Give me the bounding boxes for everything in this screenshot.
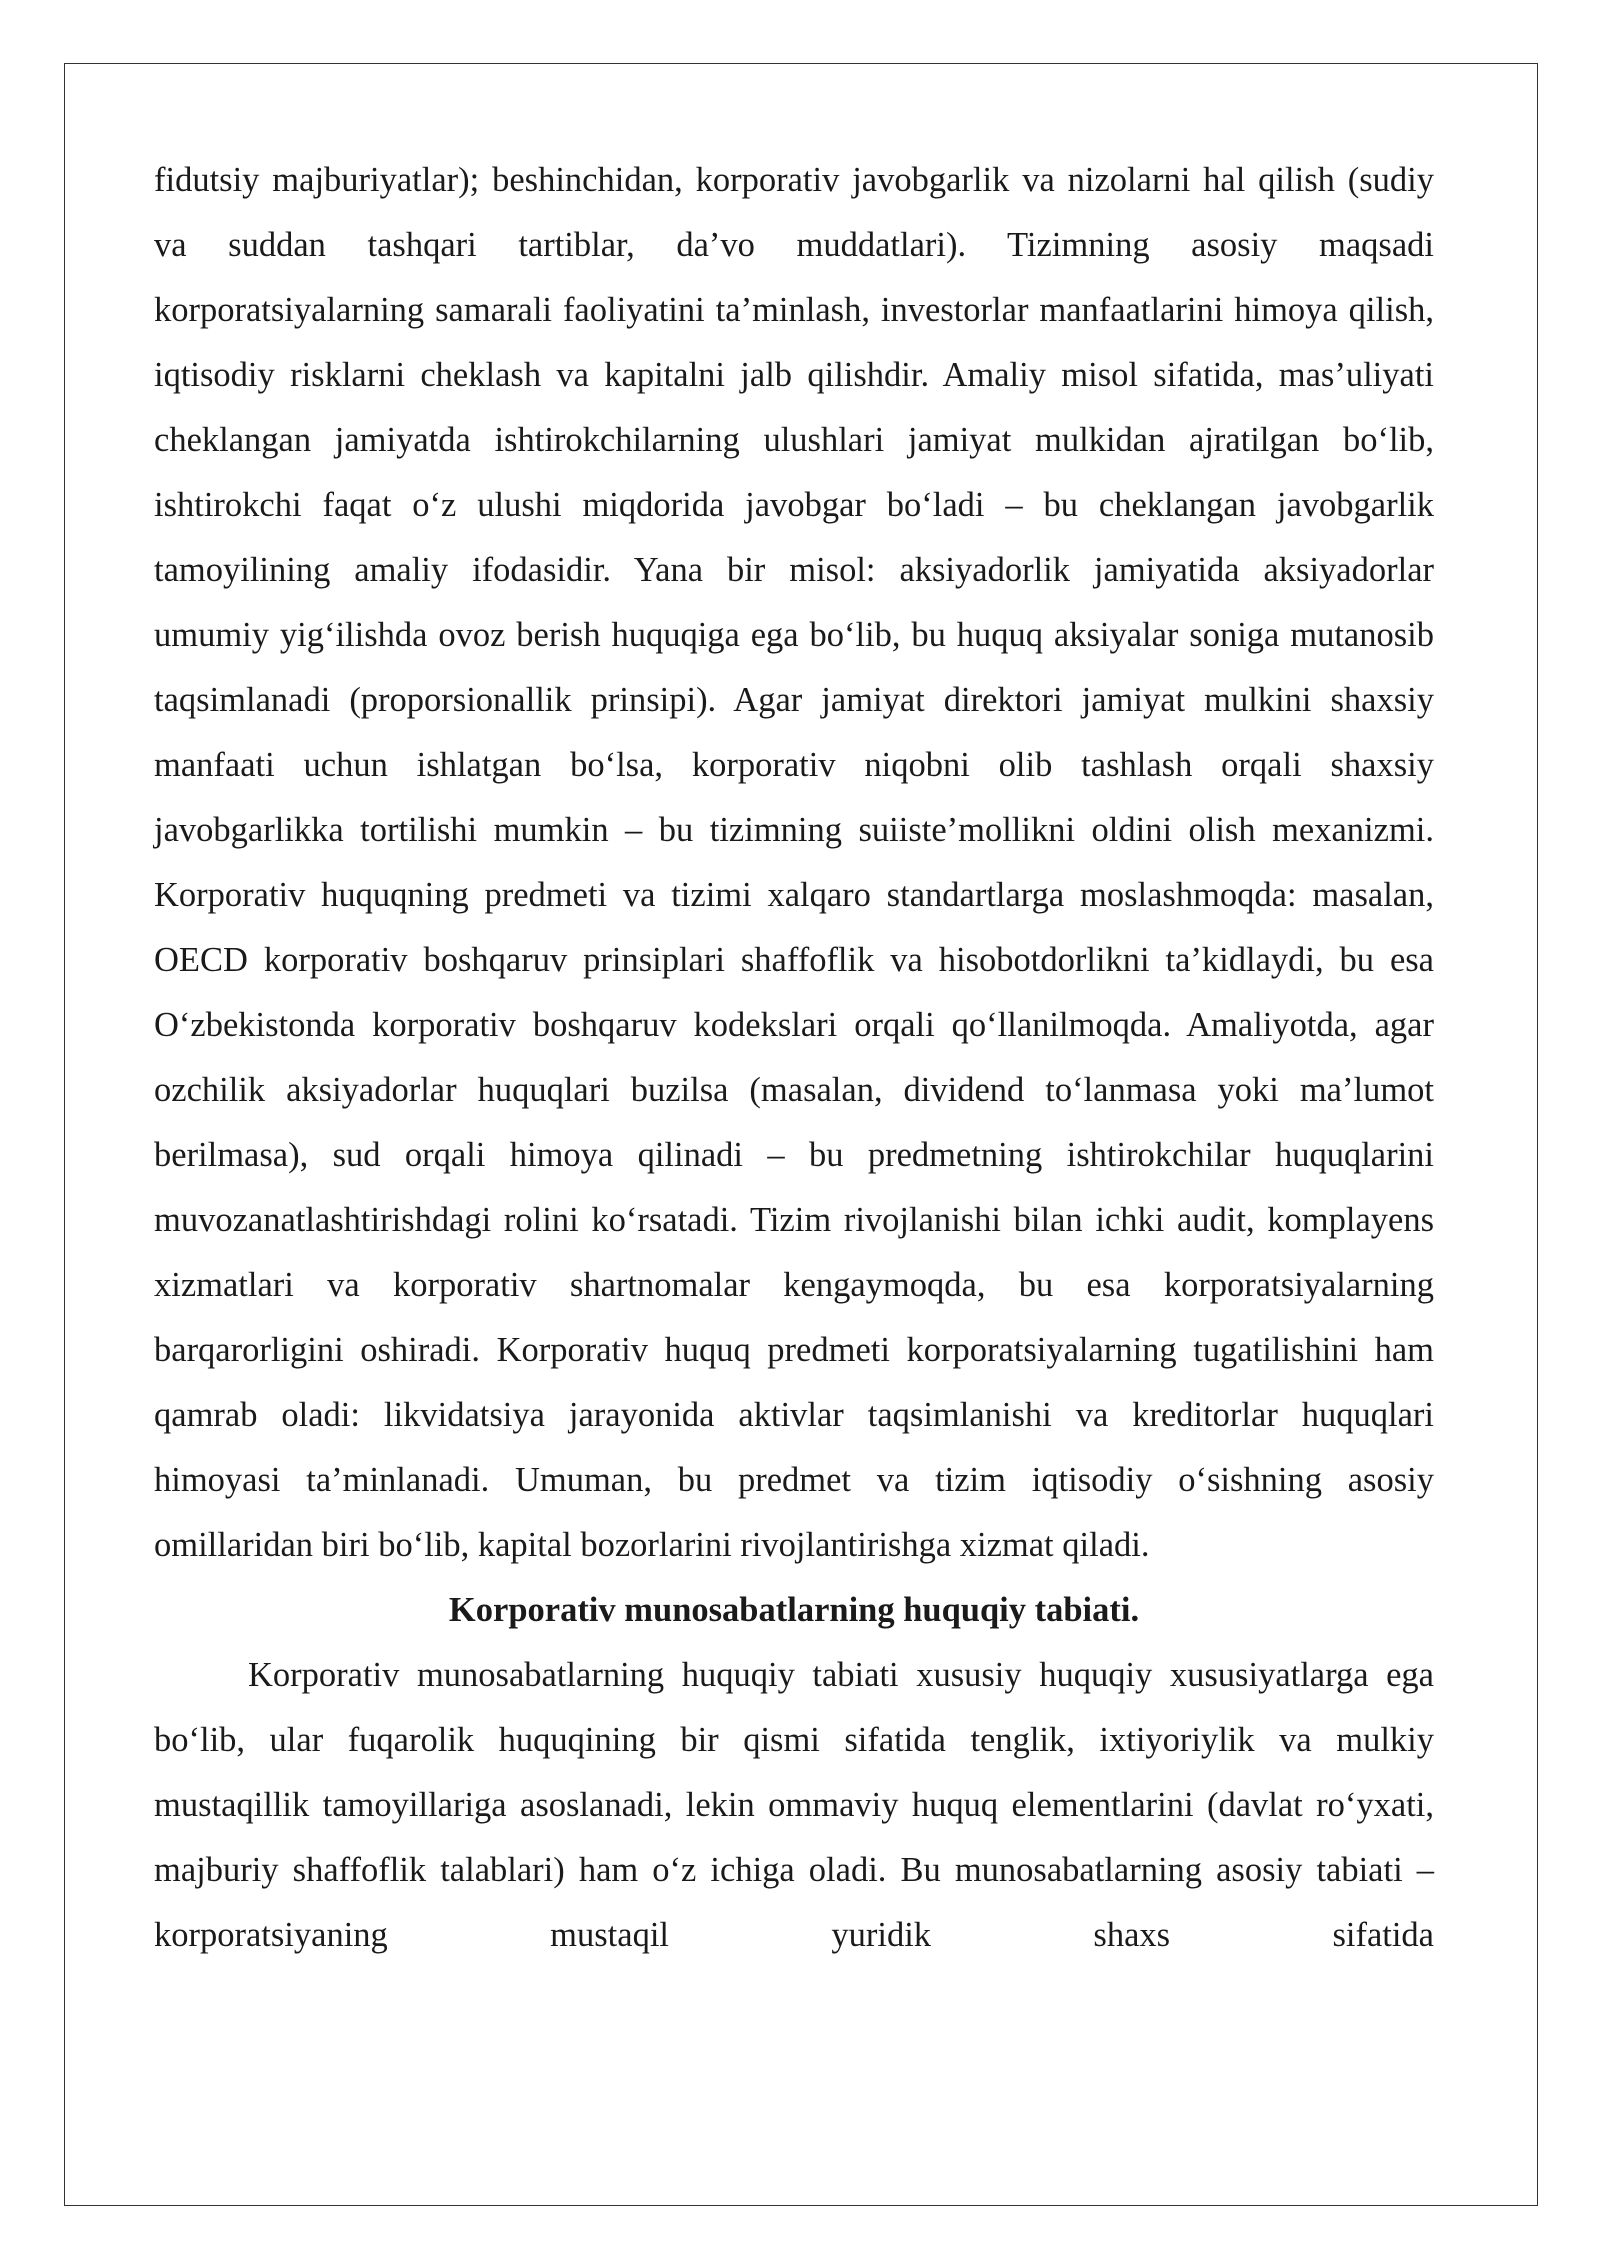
body-paragraph-2: Korporativ munosabatlarning huquqiy tabiati xususiy huquqiy xususiyatlarga ega bo‘lib, ular fuqarolik huquqining bir qismi sifatida tenglik, ixtiyoriylik va mulkiy mustaqillik tamoyillariga asoslanadi, lekin ommaviy huquq elementlarini (davlat ro‘yxati, majburiy shaffoflik talablari) ham o‘z ichiga oladi. Bu munosabatlarning asosiy tabiati – korporatsiyaning mustaqil yuridik shaxs sifatida [154,1656,1434,1954]
body-paragraph-1: fidutsiy majburiyatlar); beshinchidan, korporativ javobgarlik va nizolarni hal qilish (sudiy va suddan tashqari tartiblar, da’vo muddatlari). Tizimning asosiy maqsadi korporatsiyalarning samarali faoliyatini ta’minlash, investorlar manfaatlarini himoya qilish, iqtisodiy risklarni cheklash va kapitalni jalb qilishdir. Amaliy misol sifatida, mas’uliyati cheklangan jamiyatda ishtirokchilarning ulushlari jamiyat mulkidan ajratilgan bo‘lib, ishtirokchi faqat o‘z ulushi miqdorida javobgar bo‘ladi – bu cheklangan javobgarlik tamoyilining amaliy ifodasidir. Yana bir misol: aksiyadorlik jamiyatida aksiyadorlar umumiy yig‘ilishda ovoz berish huquqiga ega bo‘lib, bu huquq aksiyalar soniga mutanosib taqsimlanadi (proporsionallik prinsipi). Agar jamiyat direktori jamiyat mulkini shaxsiy manfaati uchun ishlatgan bo‘lsa, korporativ niqobni olib tashlash orqali shaxsiy javobgarlikka tortilishi mumkin – bu tizimning suiiste’mollikni oldini olish mexanizmi. Korporativ huquqning predmeti va tizimi xalqaro standartlarga moslashmoqda: masalan, OECD korporativ boshqaruv prinsiplari shaffoflik va hisobotdorlikni ta’kidlaydi, bu esa O‘zbekistonda korporativ boshqaruv kodekslari orqali qo‘llanilmoqda. Amaliyotda, agar ozchilik aksiyadorlar huquqlari buzilsa (masalan, dividend to‘lanmasa yoki ma’lumot berilmasa), sud orqali himoya qilinadi – bu predmetning ishtirokchilar huquqlarini muvozanatlashtirishdagi rolini ko‘rsatadi. Tizim rivojlanishi bilan ichki audit, komplayens xizmatlari va korporativ shartnomalar kengaymoqda, bu esa korporatsiyalarning barqarorligini oshiradi. Korporativ huquq predmeti korporatsiyalarning tugatilishini ham qamrab oladi: likvidatsiya jarayonida aktivlar taqsimlanishi va kreditorlar huquqlari himoyasi ta’minlanadi. Umuman, bu predmet va tizim iqtisodiy o‘sishning asosiy omillaridan biri bo‘lib, kapital bozorlarini rivojlantirishga xizmat qiladi. [154,161,1434,1564]
section-heading: Korporativ munosabatlarning huquqiy tabiati. [448,1591,1140,1629]
document-body [154,148,1434,1968]
